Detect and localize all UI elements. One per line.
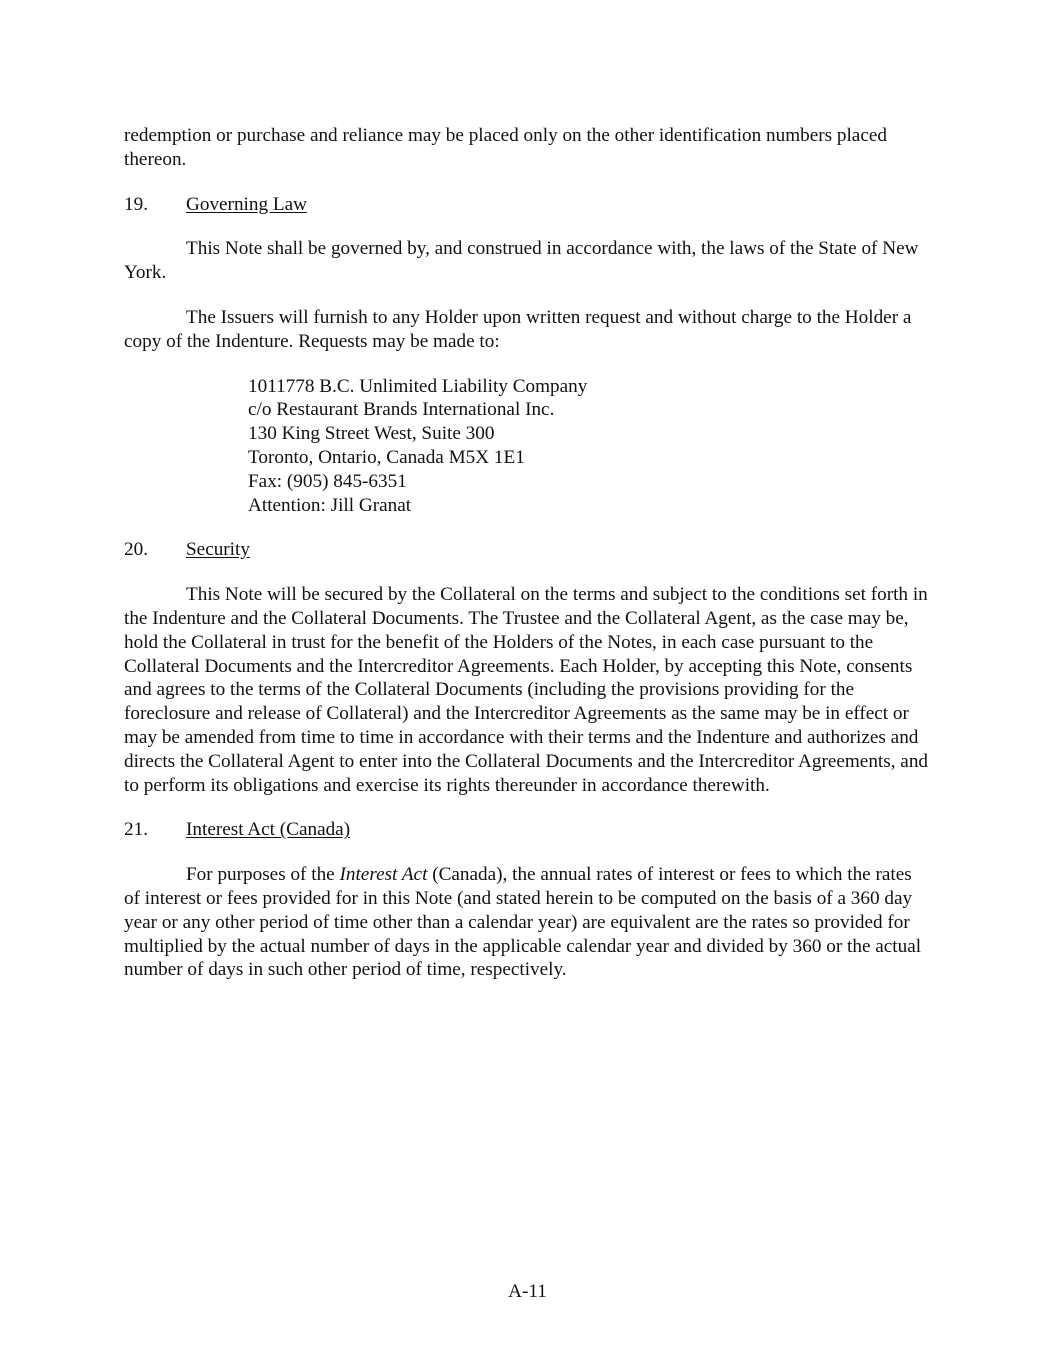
address-line: Fax: (905) 845-6351	[248, 470, 407, 492]
continuation-paragraph: redemption or purchase and reliance may be placed only on the other identification numbers placed thereon.	[124, 125, 887, 170]
section-title: Security	[186, 539, 250, 561]
section-heading-governing-law	[124, 193, 930, 217]
section-heading-interest-act	[124, 818, 930, 842]
document-page	[124, 124, 930, 1003]
interest-act-paragraph	[124, 863, 930, 982]
section-title: Governing Law	[186, 193, 307, 215]
security-paragraph: This Note will be secured by the Collateral on the terms and subject to the conditions set forth in the Indenture and the Collateral Documents. The Trustee and the Collateral Agent, as the case may be, hold the Collateral in trust for the benefit of the Holders of the Notes, in each case pursuant to the Collateral Documents and the Intercreditor Agreements. Each Holder, by accepting this Note, consents and agrees to the terms of the Collateral Documents (including the provisions providing for the foreclosure and release of Collateral) and the Intercreditor Agreements as the same may be in effect or may be amended from time to time in accordance with their terms and the Indenture and authorizes and directs the Collateral Agent to enter into the Collateral Documents and the Intercreditor Agreements, and to perform its obligations and exercise its rights thereunder in accordance therewith.	[124, 584, 929, 796]
section-title: Interest Act (Canada)	[186, 819, 351, 841]
paragraph-lead-text: For purposes of the	[186, 864, 340, 886]
section-number: 20.	[124, 539, 148, 561]
section-heading-security	[124, 538, 930, 562]
address-line: Toronto, Ontario, Canada M5X 1E1	[248, 446, 525, 468]
page-number: A-11	[508, 1281, 547, 1302]
address-line: c/o Restaurant Brands International Inc.	[248, 399, 555, 421]
paragraph-body-text: (Canada), the annual rates of interest or fees to which the rates of interest or fees provided for in this Note (and stated herein to be computed on the basis of a 360 day year or any other period of time other than a calendar year) are equivalent are the rates so provided for multiplied by the actual number of days in the applicable calendar year and divided by 360 or the actual number of days in such other period of time, respectively.	[124, 864, 922, 981]
mailing-address	[248, 375, 930, 518]
indenture-request-paragraph: The Issuers will furnish to any Holder upon written request and without charge to the Holder a copy of the Indenture. Requests may be made to:	[124, 306, 912, 352]
address-line: 130 King Street West, Suite 300	[248, 423, 495, 445]
act-name-italic: Interest Act	[339, 864, 428, 886]
address-line: 1011778 B.C. Unlimited Liability Company	[248, 375, 588, 397]
address-line: Attention: Jill Granat	[248, 494, 412, 516]
section-number: 21.	[124, 819, 148, 841]
section-number: 19.	[124, 193, 148, 215]
governing-law-paragraph: This Note shall be governed by, and construed in accordance with, the laws of the State of New York.	[124, 238, 919, 284]
